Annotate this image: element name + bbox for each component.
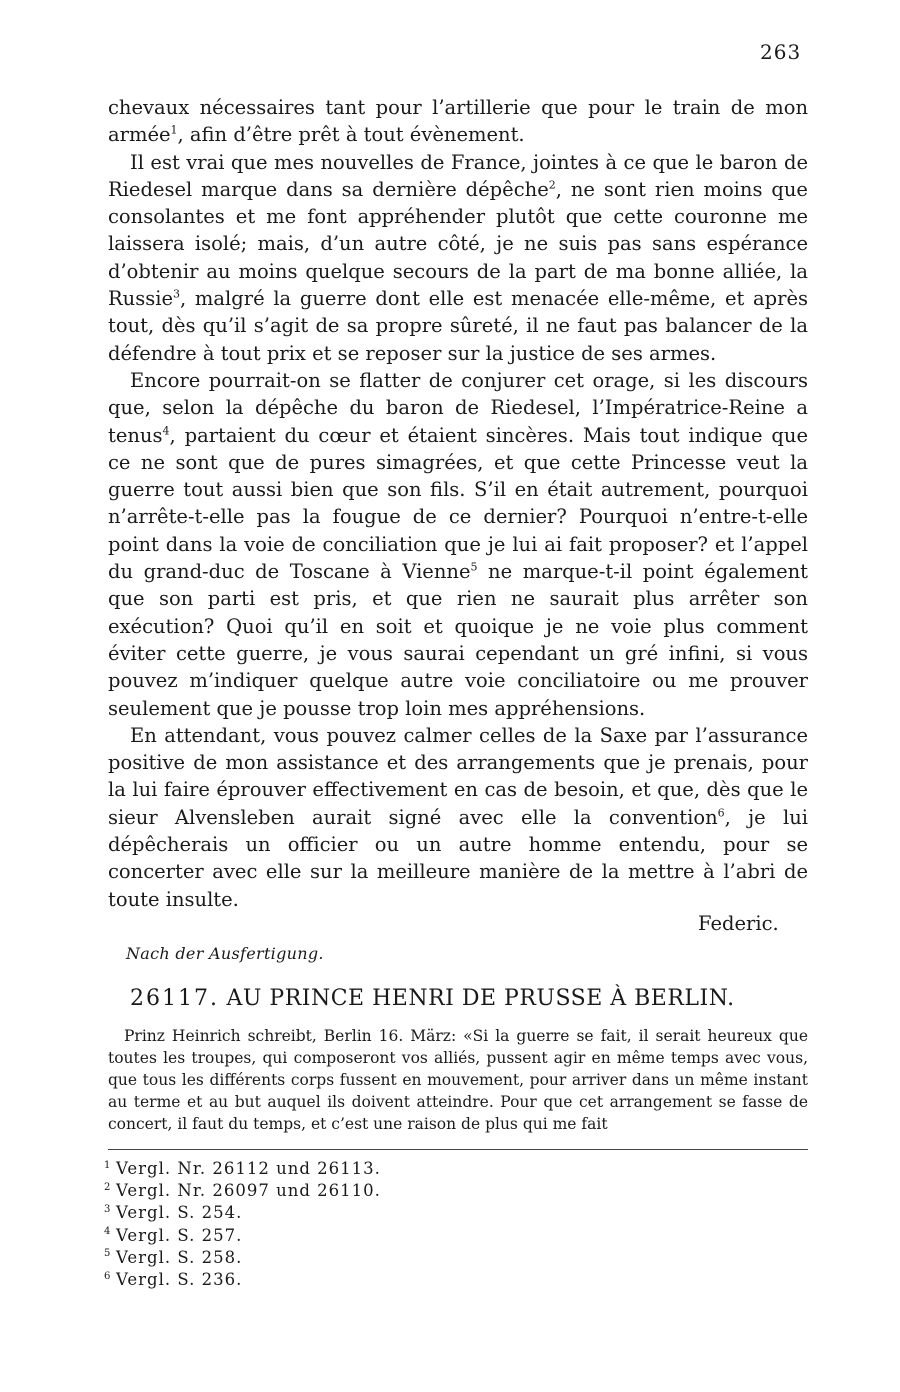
letter-body bbox=[108, 94, 808, 913]
footnote-text: Vergl. Nr. 26112 und 26113. bbox=[116, 1159, 381, 1178]
paragraph-text: Il est vrai que mes nouvelles de France, jointes à ce que le baron de Riedesel marque dans sa dernière dépêche bbox=[108, 150, 808, 201]
footnote: 5 Vergl. S. 258. bbox=[104, 1247, 243, 1267]
footnotes bbox=[104, 1158, 504, 1291]
footnote-text: Vergl. S. 258. bbox=[116, 1247, 243, 1267]
footnote-text: Vergl. S. 254. bbox=[116, 1203, 243, 1223]
paragraph-text: , partaient du cœur et étaient sincères. Mais tout indique que ce ne sont que de pures simagrées, et que cette Princesse veut la guerre tout aussi bien que son fils. S’il en était autrement, pourquoi n’arrête-t-elle pas la fougue de ce dernier? Pourquoi n’entre-t-elle point dans la voie de conciliation que je lui ai fait proposer? et l’appel du grand-duc de Toscane à Vienne bbox=[108, 423, 808, 584]
footnote-ref[interactable]: 3 bbox=[173, 287, 181, 301]
paragraph-4 bbox=[108, 722, 808, 913]
footnote-text: Vergl. S. 236. bbox=[116, 1270, 243, 1290]
paragraph-text: , je lui dépêcherais un officier ou un autre homme entendu, pour se concerter avec elle sur la meilleure manière de la mettre à l’abri de toute insulte. bbox=[108, 805, 809, 911]
paragraph-text: , afin d’être prêt à tout évènement. bbox=[177, 123, 525, 147]
document-heading bbox=[130, 986, 735, 1011]
footnote: 3 Vergl. S. 254. bbox=[104, 1203, 243, 1223]
footnote-ref[interactable]: 1 bbox=[170, 123, 178, 137]
summary-paragraph bbox=[108, 1025, 808, 1135]
paragraph-3 bbox=[108, 367, 808, 722]
footnote-ref[interactable]: 2 bbox=[548, 178, 556, 192]
summary-text: Prinz Heinrich schreibt, Berlin 16. März: «Si la guerre se fait, il serait heureux que toutes les troupes, qui composeront vos alliés, pussent agir en même temps avec vous, que tous les différents corps fussent en mouvement, pour arriver dans un même instant au terme et au but auquel ils doivent atteindre. Pour que cet arrangement se fasse de concert, il faut du temps, et c’est une raison de plus qui me fait bbox=[108, 1027, 808, 1133]
paragraph-text: , malgré la guerre dont elle est menacée elle-même, et après tout, dès qu’il s’agit de sa propre sûreté, il ne faut pas balancer de la défendre à tout prix et se reposer sur la justice de ses armes. bbox=[108, 287, 808, 365]
page-number: 263 bbox=[760, 40, 802, 64]
footnote-text: Vergl. S. 257. bbox=[116, 1225, 243, 1245]
footnote-ref[interactable]: 5 bbox=[470, 560, 478, 574]
signature: Federic. bbox=[698, 912, 779, 935]
footnote: 1 Vergl. Nr. 26112 und 26113. bbox=[104, 1159, 381, 1178]
paragraph-text: chevaux nécessaires tant pour l’artillerie que pour le train de mon armée bbox=[108, 96, 808, 147]
footnote: 4 Vergl. S. 257. bbox=[104, 1225, 243, 1245]
footnote-divider bbox=[108, 1149, 808, 1150]
paragraph-text: En attendant, vous pouvez calmer celles de la Saxe par l’assurance positive de mon assistance et des arrangements que je prenais, pour la lui faire éprouver effectivement en cas de besoin, et que, dès que le sieur Alvensleben aurait signé avec elle la convention bbox=[108, 723, 808, 829]
source-note: Nach der Ausfertigung. bbox=[126, 944, 324, 963]
footnote-ref[interactable]: 4 bbox=[162, 424, 170, 438]
document-number: 26117. bbox=[130, 986, 219, 1011]
paragraph-text: ne marque-t-il point également que son parti est pris, et que rien ne saurait plus arrêter son exécution? Quoi qu’il en soit et quoique je ne voie plus comment éviter cette guerre, je vous saurai cependant un gré infini, si vous pouvez m’indiquer quelque autre voie conciliatoire ou me prouver seulement que je pousse trop loin mes appréhensions. bbox=[108, 560, 809, 720]
footnote-text: Vergl. Nr. 26097 und 26110. bbox=[116, 1181, 381, 1201]
footnote: 6 Vergl. S. 236. bbox=[104, 1270, 243, 1290]
paragraph-1 bbox=[108, 94, 808, 149]
document-title: AU PRINCE HENRI DE PRUSSE À BERLIN. bbox=[226, 986, 735, 1011]
footnote-ref[interactable]: 6 bbox=[717, 806, 725, 820]
paragraph-2 bbox=[108, 149, 808, 367]
footnote: 2 Vergl. Nr. 26097 und 26110. bbox=[104, 1181, 381, 1201]
paragraph-text: Encore pourrait-on se flatter de conjurer cet orage, si les discours que, selon la dépêche du baron de Riedesel, l’Impératrice-Reine a tenus bbox=[108, 368, 808, 447]
paragraph-text: , ne sont rien moins que consolantes et me font appréhender plutôt que cette couronne me laissera isolé; mais, d’un autre côté, je ne suis pas sans espérance d’obtenir au moins quelque secours de la part de ma bonne alliée, la Russie bbox=[108, 177, 808, 311]
